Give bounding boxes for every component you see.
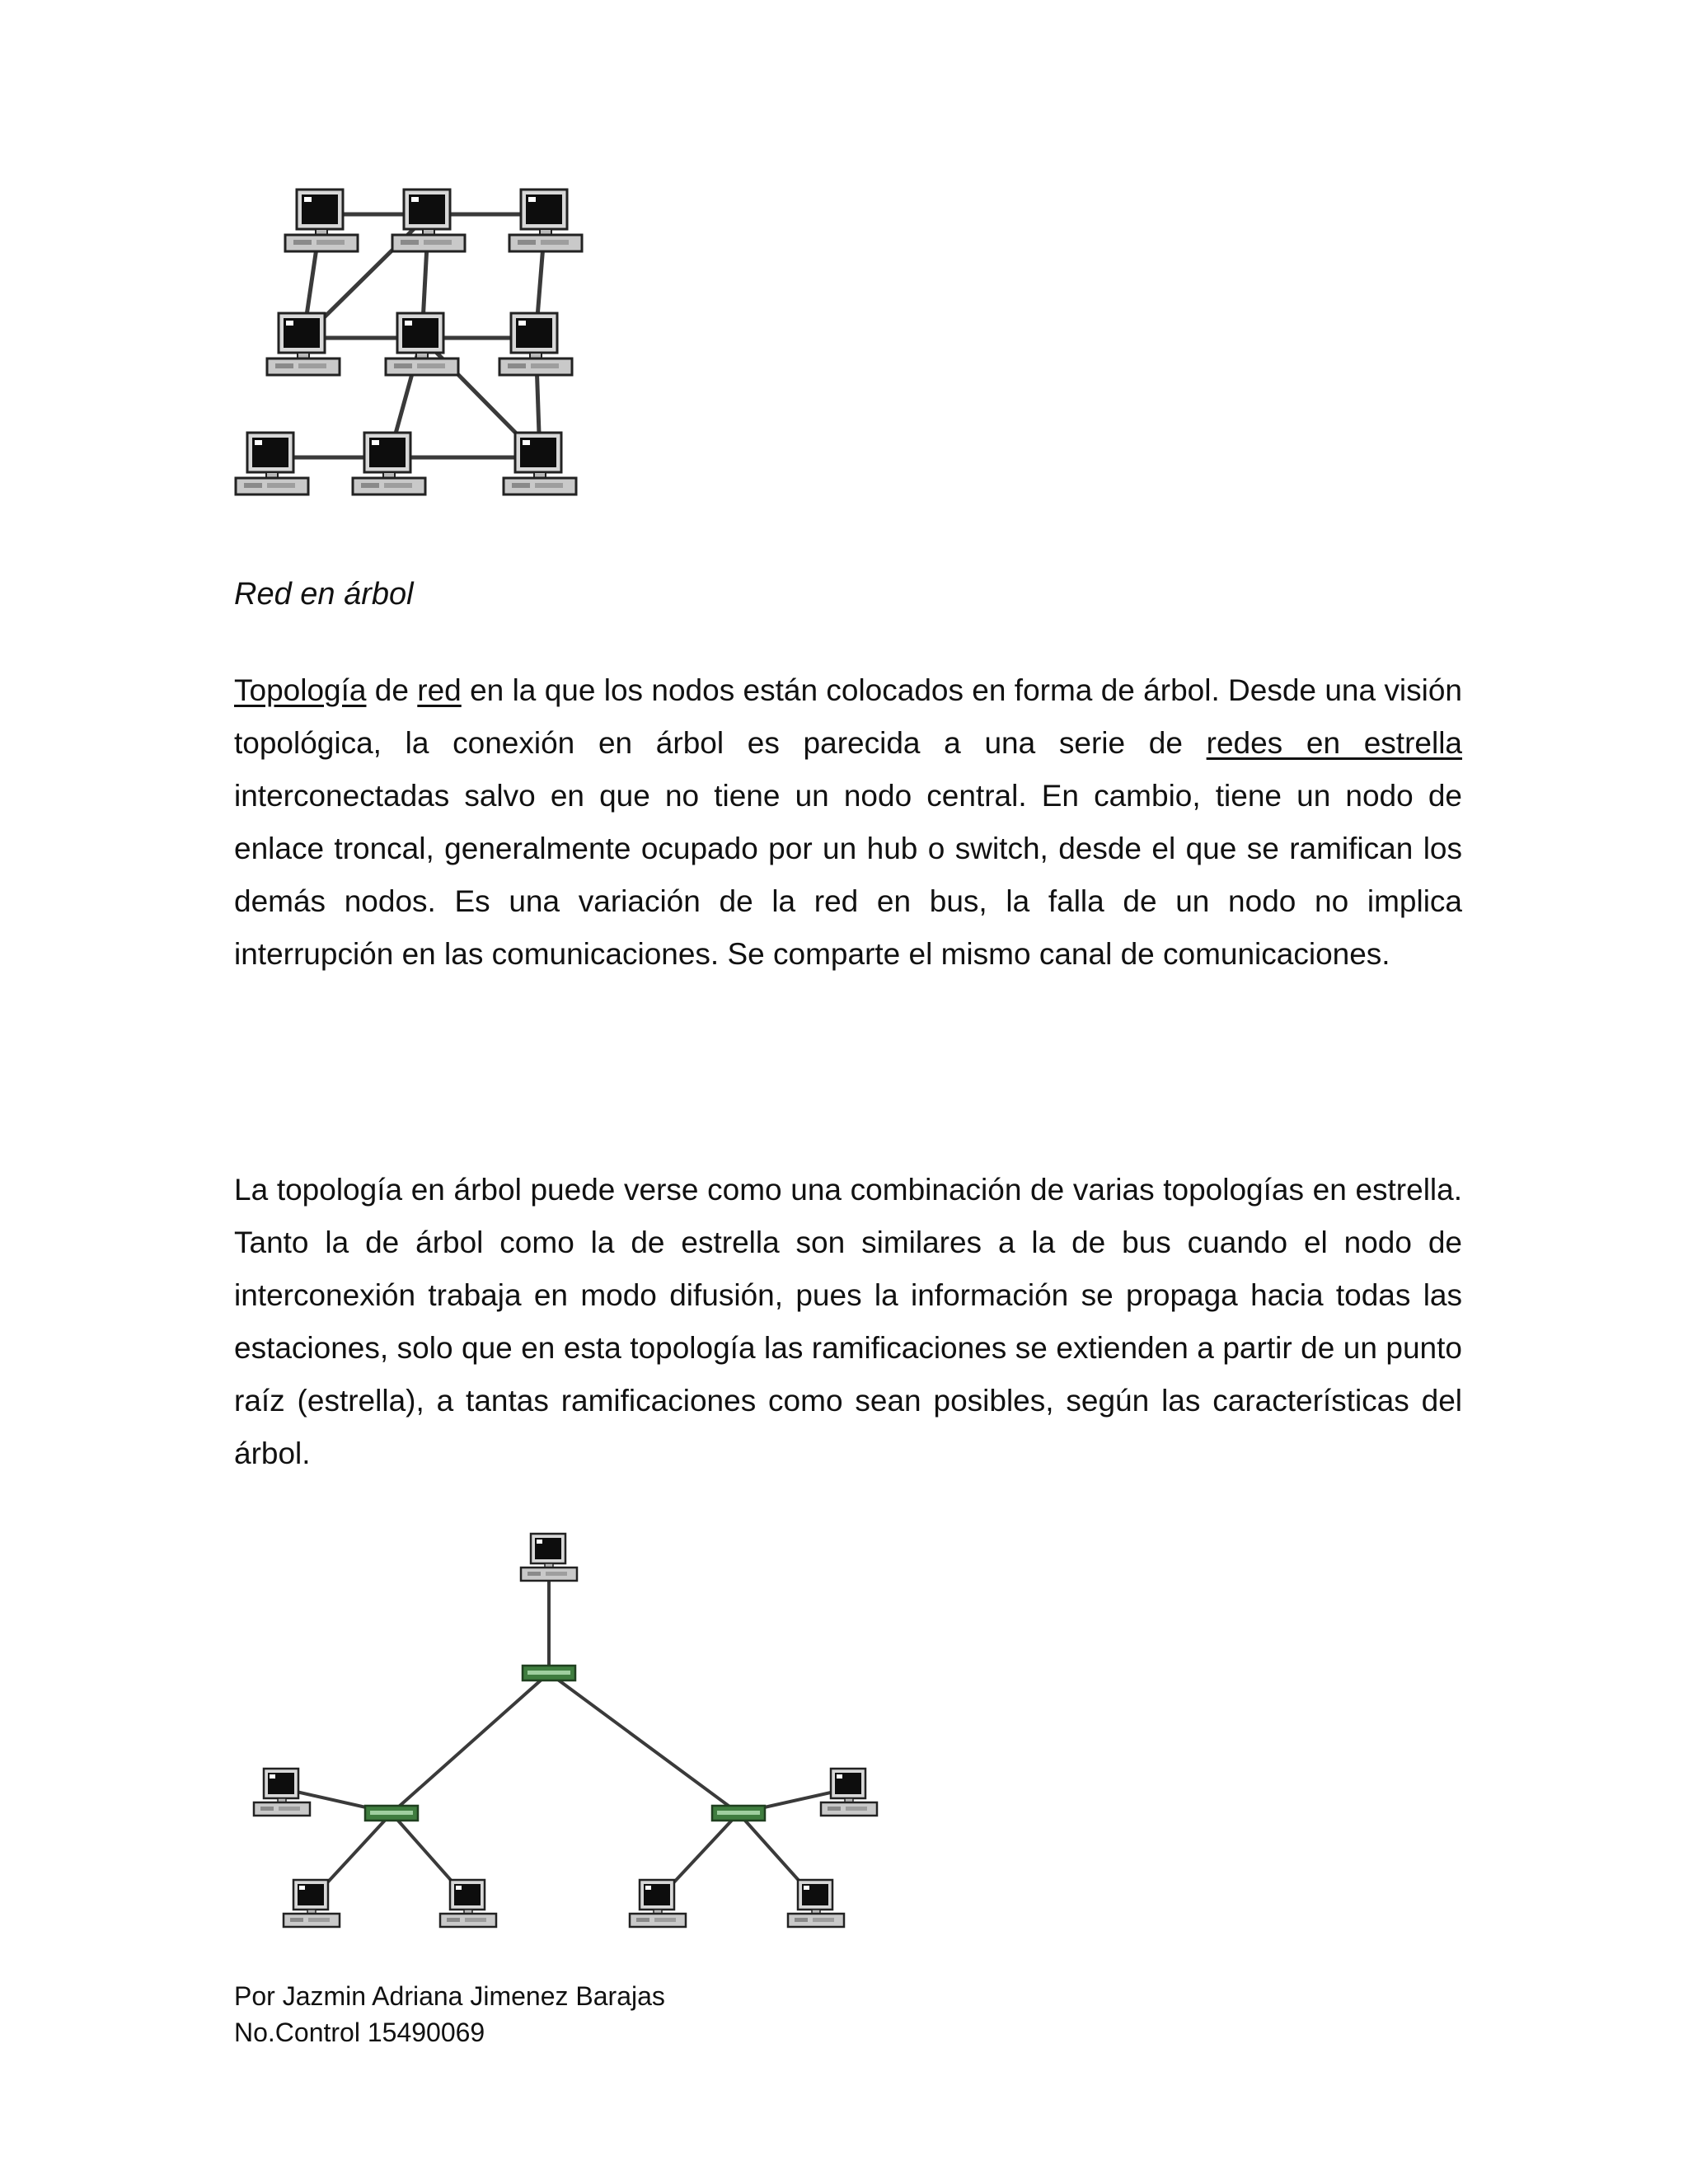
computer-icon [386,313,458,375]
paragraph-description: La topología en árbol puede verse como una combinación de varias topologías en estrella. Tanto la de árbol como la de estrella son similares a la de bus cuando el nodo de interconexión trabaja en modo difusión, pues la información se propaga hacia todas las estaciones, solo que en esta topología las ramificaciones se extienden a partir de un punto raíz (estrella), a tantas ramificaciones como sean posibles, según las características del árbol. [234,1173,1462,1470]
computer-icon [267,313,340,375]
computer-icon [392,190,465,251]
control-number-line: No.Control 15490069 [234,2018,485,2047]
computer-icon [236,433,308,494]
computer-icon [499,313,572,375]
computer-icon [440,1880,496,1927]
hub-icon [712,1806,765,1821]
mesh-network-diagram [223,181,618,511]
text-run: en la que los nodos están colocados en forma de árbol. Desde una visión topológica, la conexión en árbol es parecida a una serie de [234,673,1462,760]
text-run: interconectadas salvo en que no tiene un nodo central. En cambio, tiene un nodo de enlace troncal, generalmente ocupado por un hub o switch, desde el que se ramifican los demás nodos. Es una variación de la red en bus, la falla de un nodo no implica interrupción en las comunicaciones. Se comparte el mismo canal de comunicaciones. [234,779,1462,971]
computer-icon [285,190,358,251]
author-line: Por Jazmin Adriana Jimenez Barajas [234,1981,665,2011]
computer-icon [521,1534,577,1581]
tree-links [282,1554,849,1900]
paragraph-definition [234,664,1462,981]
link-redes-en-estrella[interactable]: redes en estrella [1206,726,1462,760]
computer-icon [509,190,582,251]
footer [234,1978,665,2050]
link-red[interactable]: red [417,673,462,707]
computer-icon [788,1880,844,1927]
computer-icon [284,1880,340,1927]
hub-icon [523,1666,575,1680]
hub-icon [365,1806,418,1821]
diagram-caption: Red en árbol [234,577,414,612]
computer-icon [353,433,425,494]
computer-icon [630,1880,686,1927]
computer-icon [504,433,576,494]
tree-network-diagram [239,1521,898,1949]
link-topologia[interactable]: Topología [234,673,367,707]
text-run: de [366,673,418,707]
